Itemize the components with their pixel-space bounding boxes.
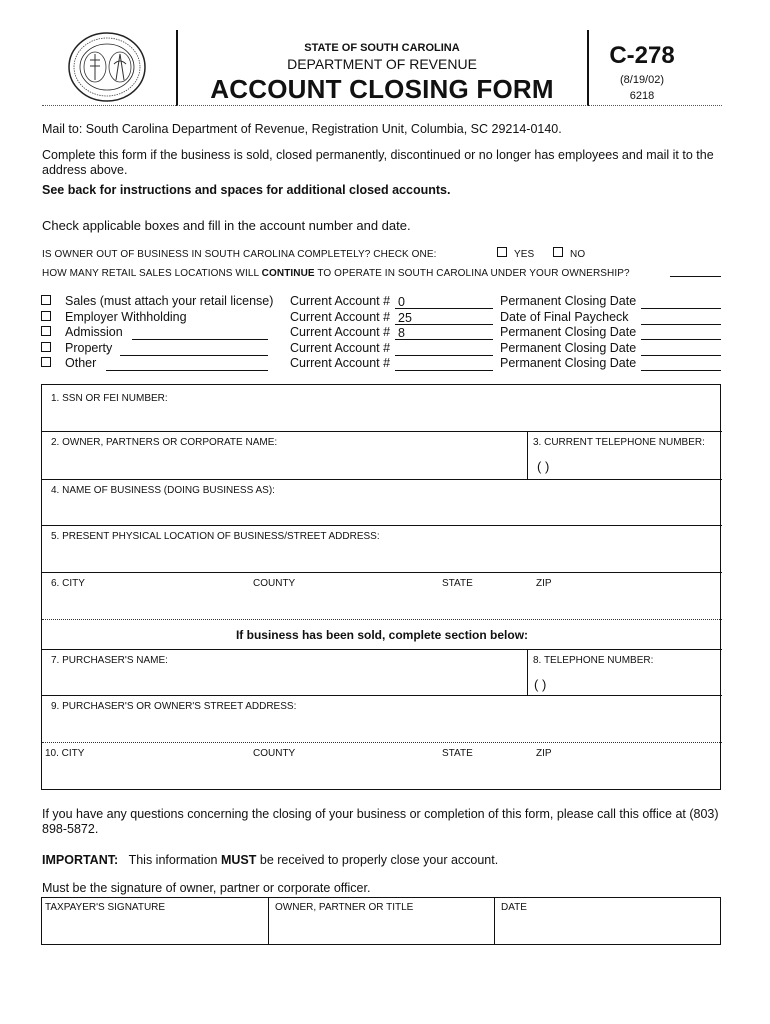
account-row-withholding: [41, 310, 731, 326]
current-account-label: Current Account #: [290, 356, 391, 370]
no-checkbox[interactable]: [553, 247, 563, 257]
header-rule: [42, 105, 722, 106]
form-title: ACCOUNT CLOSING FORM: [210, 74, 554, 104]
col-divider: [527, 431, 528, 479]
date-label: Permanent Closing Date: [500, 340, 637, 355]
ssn-label: 1. SSN OR FEI NUMBER:: [51, 393, 168, 404]
form-code: 6218: [629, 90, 655, 102]
state-label: STATE: [442, 578, 473, 589]
signature-note: Must be the signature of owner, partner or corporate officer.: [42, 881, 371, 895]
sales-account-input[interactable]: 0: [395, 295, 493, 309]
account-label: Admission: [65, 325, 123, 339]
title-input[interactable]: [269, 914, 494, 944]
q2-post: TO OPERATE IN SOUTH CAROLINA UNDER YOUR OWNERSHIP?: [314, 268, 630, 279]
sales-checkbox[interactable]: [41, 295, 51, 305]
row-divider: [42, 742, 722, 743]
header-center: [180, 42, 584, 105]
date-label: Permanent Closing Date: [500, 325, 637, 339]
current-phone-label: 3. CURRENT TELEPHONE NUMBER:: [533, 437, 705, 448]
date-label: Permanent Closing Date: [500, 294, 637, 308]
sold-section-heading: If business has been sold, complete section below:: [235, 628, 529, 642]
header-divider-right: [587, 30, 589, 106]
current-account-label: Current Account #: [290, 340, 391, 355]
property-account-input[interactable]: [395, 342, 493, 356]
admission-account-input[interactable]: 8: [395, 326, 493, 340]
zip-label: ZIP: [536, 578, 552, 589]
state-seal: [66, 30, 148, 104]
important-post: be received to properly close your account.: [256, 853, 499, 867]
other-checkbox[interactable]: [41, 357, 51, 367]
important-label: IMPORTANT:: [42, 853, 119, 867]
property-checkbox[interactable]: [41, 342, 51, 352]
date-label: DATE: [501, 902, 527, 913]
row-divider: [42, 572, 722, 573]
purchaser-name-label: 7. PURCHASER'S NAME:: [51, 655, 168, 666]
county-label: COUNTY: [253, 578, 296, 589]
header-divider-left: [176, 30, 178, 106]
mail-to: Mail to: South Carolina Department of Revenue, Registration Unit, Columbia, SC 29214-0140.: [42, 122, 562, 136]
q2-bold: CONTINUE: [261, 268, 315, 279]
location-label: 5. PRESENT PHYSICAL LOCATION OF BUSINESS/STREET ADDRESS:: [51, 531, 380, 542]
admission-date-input[interactable]: [641, 326, 721, 340]
state-name: STATE OF SOUTH CAROLINA: [304, 42, 460, 54]
row-divider: [42, 619, 722, 620]
property-line[interactable]: [120, 342, 268, 356]
city-label: 6. CITY: [51, 578, 85, 589]
signature-input[interactable]: [42, 914, 268, 944]
account-row-sales: [41, 294, 731, 310]
yes-label: YES: [514, 249, 535, 260]
owner-title-label: OWNER, PARTNER OR TITLE: [275, 902, 414, 913]
withholding-account-input[interactable]: 25: [395, 311, 493, 325]
signature-table: [41, 897, 721, 945]
other-date-input[interactable]: [641, 357, 721, 371]
purchaser-city-label: 10. CITY: [45, 748, 85, 759]
account-label: Sales (must attach your retail license): [65, 294, 274, 308]
purchaser-address-label: 9. PURCHASER'S OR OWNER'S STREET ADDRESS:: [51, 701, 297, 712]
taxpayer-signature-label: TAXPAYER'S SIGNATURE: [45, 902, 166, 913]
purchaser-zip-label: ZIP: [536, 748, 552, 759]
retail-locations-question: [42, 268, 630, 279]
yes-checkbox[interactable]: [497, 247, 507, 257]
important-must: MUST: [220, 853, 257, 867]
account-label: Property: [65, 340, 113, 355]
purchaser-state-label: STATE: [442, 748, 473, 759]
admission-line[interactable]: [132, 326, 268, 340]
withholding-date-input[interactable]: [641, 311, 721, 325]
account-row-other: [41, 356, 731, 372]
form-id-block: [592, 42, 692, 102]
account-row-admission: [41, 325, 731, 341]
admission-checkbox[interactable]: [41, 326, 51, 336]
row-divider: [42, 649, 722, 650]
department-name: DEPARTMENT OF REVENUE: [287, 56, 477, 72]
row-divider: [42, 479, 722, 480]
current-account-label: Current Account #: [290, 309, 391, 324]
business-info-table: [41, 384, 721, 790]
other-account-input[interactable]: [395, 357, 493, 371]
date-label: Date of Final Paycheck: [500, 309, 629, 324]
account-row-property: [41, 341, 731, 357]
questions-note: If you have any questions concerning the closing of your business or completion of this form, please call this office at (803) 898-5872.: [42, 807, 719, 836]
col-divider: [527, 649, 528, 695]
date-input[interactable]: [495, 914, 720, 944]
complete-instructions: Complete this form if the business is sold, closed permanently, discontinued or no longer has employees and mail it to the address above.: [42, 148, 714, 177]
important-pre: This information: [128, 853, 221, 867]
account-label: Employer Withholding: [65, 309, 187, 324]
q2-pre: HOW MANY RETAIL SALES LOCATIONS WILL: [42, 268, 262, 279]
current-account-label: Current Account #: [290, 294, 391, 308]
date-label: Permanent Closing Date: [500, 356, 637, 370]
business-name-label: 4. NAME OF BUSINESS (DOING BUSINESS AS):: [51, 485, 275, 496]
row-divider: [42, 525, 722, 526]
accounts-list: [41, 294, 731, 372]
see-back-note: See back for instructions and spaces for additional closed accounts.: [42, 183, 451, 197]
row-divider: [42, 431, 722, 432]
check-instructions: Check applicable boxes and fill in the account number and date.: [42, 218, 411, 233]
account-label: Other: [65, 356, 97, 370]
current-phone-input[interactable]: ( ): [537, 459, 550, 474]
form-number: C-278: [609, 42, 675, 69]
row-divider: [42, 695, 722, 696]
important-note: [42, 853, 722, 868]
ssn-input[interactable]: [42, 389, 720, 431]
purchaser-phone-label: 8. TELEPHONE NUMBER:: [533, 655, 654, 666]
other-line[interactable]: [106, 357, 268, 371]
owner-name-label: 2. OWNER, PARTNERS OR CORPORATE NAME:: [51, 437, 278, 448]
purchaser-phone-input[interactable]: ( ): [534, 677, 547, 692]
out-of-business-question: IS OWNER OUT OF BUSINESS IN SOUTH CAROLINA COMPLETELY? CHECK ONE:: [42, 249, 437, 260]
purchaser-county-label: COUNTY: [253, 748, 296, 759]
no-label: NO: [570, 249, 586, 260]
sales-date-input[interactable]: [641, 295, 721, 309]
form-revision: (8/19/02): [619, 74, 665, 86]
current-account-label: Current Account #: [290, 325, 391, 339]
retail-locations-input[interactable]: [670, 276, 721, 277]
property-date-input[interactable]: [641, 342, 721, 356]
withholding-checkbox[interactable]: [41, 311, 51, 321]
